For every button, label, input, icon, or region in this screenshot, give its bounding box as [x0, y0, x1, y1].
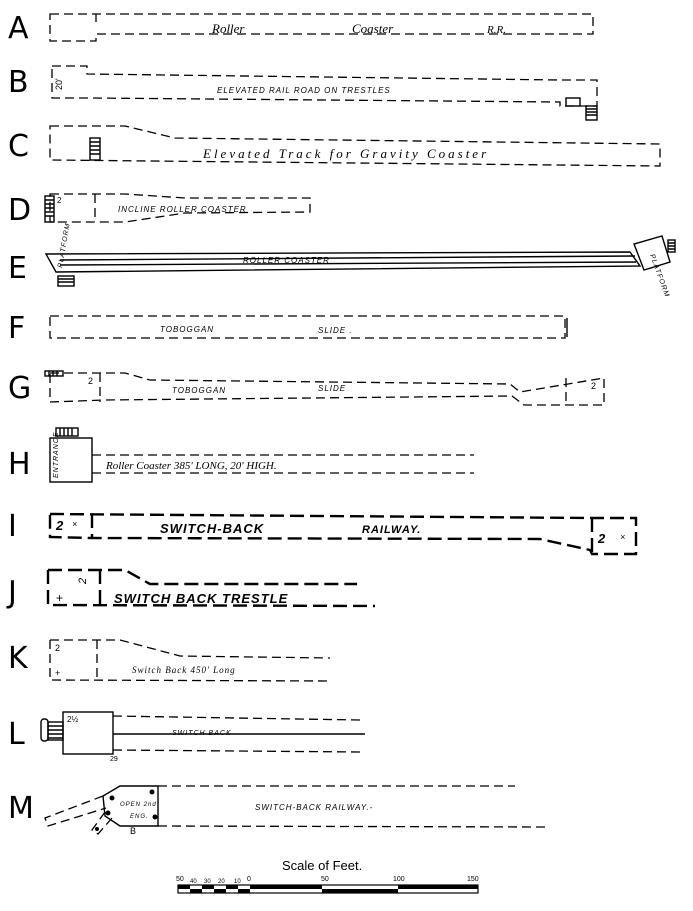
- diagram-f: [50, 316, 567, 338]
- diagram-k: [50, 640, 330, 681]
- label-d: INCLINE ROLLER COASTER: [118, 205, 247, 214]
- mark-b: 20': [54, 78, 64, 90]
- mark-d: 2: [57, 196, 62, 205]
- scale-tick-40: 40: [190, 879, 197, 885]
- scale-seg-6: [238, 889, 250, 893]
- label-g-2: SLIDE: [318, 384, 347, 393]
- tag-h: ENTRANCE: [53, 431, 60, 478]
- scale-seg-3: [226, 885, 238, 889]
- diagram-d: [45, 194, 310, 222]
- scale-tick-50-left: 50: [176, 876, 184, 883]
- scale-tick-20: 20: [218, 879, 225, 885]
- label-f-1: TOBOGGAN: [160, 325, 215, 334]
- scale-title: Scale of Feet.: [282, 858, 363, 873]
- tag-e-left: PLATFORM: [57, 222, 72, 269]
- diagram-c: [50, 126, 660, 166]
- scale-tick-100: 100: [393, 876, 405, 883]
- diagram-h: [50, 428, 474, 482]
- mark-m: B: [130, 826, 137, 836]
- label-b: ELEVATED RAIL ROAD ON TRESTLES: [217, 86, 391, 95]
- scale-seg-1: [178, 885, 190, 889]
- diagram-g: [45, 371, 604, 405]
- row-letter-c: C: [8, 129, 29, 164]
- diagram-j: [48, 570, 375, 606]
- scale-tick-30: 30: [204, 879, 211, 885]
- mark-l: 2½: [67, 715, 79, 724]
- label-h: Roller Coaster 385' LONG, 20' HIGH.: [106, 460, 277, 472]
- diagram-m: [45, 786, 545, 836]
- label-j: SWITCH BACK TRESTLE: [114, 591, 289, 606]
- label-m: SWITCH-BACK RAILWAY.-: [255, 803, 374, 812]
- scale-tick-0: 0: [247, 876, 251, 883]
- scale-bar: [176, 858, 479, 893]
- tag-e-right: PLATFORM: [648, 253, 671, 299]
- row-letter-h: H: [8, 447, 31, 482]
- mark-i-left: 2: [56, 518, 65, 533]
- scale-tick-10: 10: [234, 879, 241, 885]
- row-letter-m: M: [8, 791, 34, 826]
- row-letters: [6, 11, 34, 826]
- mark-l-2: 29: [110, 756, 118, 763]
- label-a-2: Coaster: [352, 21, 394, 36]
- scale-seg-5: [214, 889, 226, 893]
- row-letter-e: E: [8, 251, 27, 286]
- plus-mark-k: +: [55, 668, 61, 678]
- diagram-e: [46, 222, 675, 298]
- row-letter-k: K: [8, 641, 28, 676]
- label-l: SWITCH BACK: [172, 730, 232, 737]
- label-a-3: R.R.: [487, 24, 506, 36]
- scale-seg-2: [202, 885, 214, 889]
- label-i-1: SWITCH-BACK: [160, 521, 265, 536]
- label-c: Elevated Track for Gravity Coaster: [203, 146, 490, 161]
- label-k: Switch Back 450' Long: [132, 665, 236, 675]
- row-letter-d: D: [8, 193, 32, 228]
- row-letter-b: B: [8, 65, 29, 100]
- row-letter-j: J: [8, 575, 17, 610]
- row-letter-f: F: [8, 311, 26, 346]
- label-f-2: SLIDE .: [318, 326, 353, 335]
- label-i-2: RAILWAY.: [362, 524, 422, 536]
- scale-tick-150: 150: [467, 876, 479, 883]
- label-a-1: Roller: [212, 21, 245, 36]
- mark-g-left: 2: [88, 376, 94, 386]
- x-mark-i-right: ×: [620, 532, 627, 542]
- scale-tick-50: 50: [321, 876, 329, 883]
- row-letter-l: L: [8, 717, 25, 752]
- diagram-l: [41, 712, 365, 763]
- scale-seg-7: [250, 885, 322, 889]
- label-g-1: TOBOGGAN: [172, 386, 227, 395]
- diagram-a: [50, 14, 593, 41]
- label-e: ROLLER COASTER: [243, 256, 330, 265]
- scale-seg-8: [322, 889, 398, 893]
- mark-g-right: 2: [591, 381, 597, 391]
- diagram-b: [52, 66, 597, 120]
- diagram-i: [50, 514, 636, 554]
- tag-m-1: OPEN 2nd: [120, 802, 157, 808]
- tag-m-2: ENG.: [130, 814, 149, 820]
- mark-i-right: 2: [598, 531, 607, 546]
- mark-k: 2: [55, 643, 61, 653]
- x-mark-i-left: ×: [72, 519, 79, 529]
- scale-seg-4: [190, 889, 202, 893]
- row-letter-i: I: [8, 509, 17, 544]
- mark-j: 2: [77, 576, 89, 584]
- plus-mark-j: +: [56, 591, 64, 605]
- scale-seg-9: [398, 885, 478, 889]
- row-letter-a: A: [8, 11, 29, 46]
- row-letter-g: G: [8, 371, 32, 406]
